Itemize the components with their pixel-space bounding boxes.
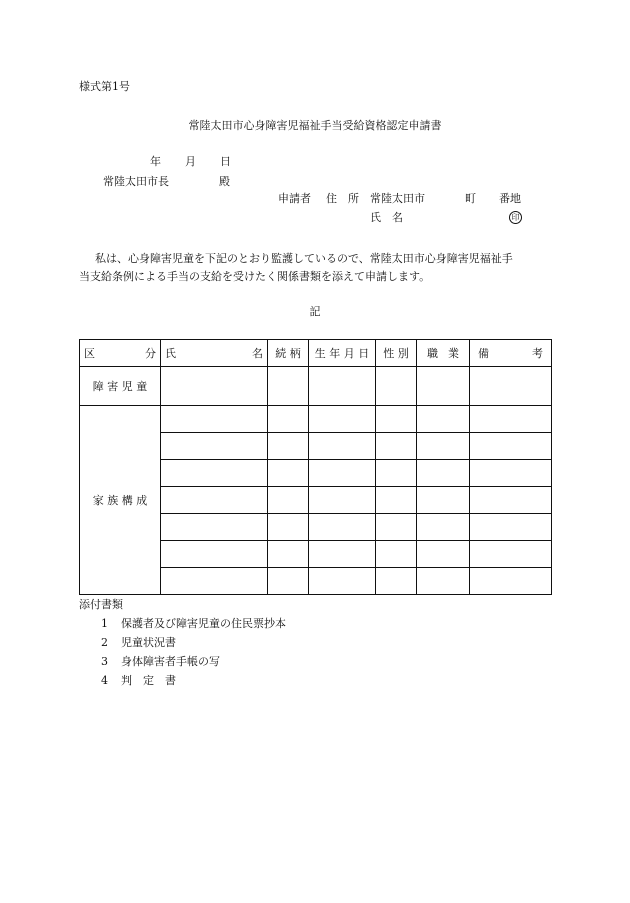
cell-gender[interactable] (376, 541, 417, 568)
cell-occupation[interactable] (417, 568, 470, 595)
date-month: 月 (185, 155, 196, 168)
cell-remarks[interactable] (470, 460, 552, 487)
cell-relation[interactable] (268, 514, 309, 541)
body-text-line-1: 私は、心身障害児童を下記のとおり監護しているので、常陸太田市心身障害児福祉手 (95, 252, 513, 265)
cell-name[interactable] (161, 568, 268, 595)
attachment-item-3: 身体障害者手帳の写 (121, 655, 220, 668)
cell-relation[interactable] (268, 460, 309, 487)
table-row-family (80, 406, 552, 433)
cell-occupation[interactable] (417, 406, 470, 433)
cell-gender[interactable] (376, 367, 417, 406)
seal-mark (509, 210, 522, 224)
cell-remarks[interactable] (470, 568, 552, 595)
cell-birthdate[interactable] (309, 514, 376, 541)
applicant-table (79, 339, 552, 595)
cell-name[interactable] (161, 433, 268, 460)
attachment-num-4: 4 (101, 674, 108, 687)
header-gender: 性 別 (376, 340, 417, 367)
cell-occupation[interactable] (417, 460, 470, 487)
cell-birthdate[interactable] (309, 487, 376, 514)
cell-birthdate[interactable] (309, 406, 376, 433)
cell-birthdate[interactable] (309, 460, 376, 487)
attachment-num-2: 2 (101, 636, 108, 649)
form-number: 様式第1号 (79, 80, 130, 93)
seal-icon: 印 (509, 211, 522, 224)
cell-name[interactable] (161, 406, 268, 433)
attachment-item-4: 判 定 書 (121, 674, 176, 687)
attachment-num-3: 3 (101, 655, 108, 668)
cell-birthdate[interactable] (309, 541, 376, 568)
addressee-name: 常陸太田市長 (103, 175, 169, 188)
cell-remarks[interactable] (470, 541, 552, 568)
ki-heading: 記 (309, 305, 321, 318)
attachment-item-1: 保護者及び障害児童の住民票抄本 (121, 617, 286, 630)
cell-relation[interactable] (268, 541, 309, 568)
cell-relation[interactable] (268, 568, 309, 595)
header-relation: 続 柄 (268, 340, 309, 367)
address-town: 町 (465, 192, 476, 205)
date-day: 日 (220, 155, 231, 168)
header-category: 区 分 (80, 340, 161, 367)
header-remarks: 備 考 (470, 340, 552, 367)
cell-birthdate[interactable] (309, 433, 376, 460)
attachment-num-1: 1 (101, 617, 108, 630)
cell-remarks[interactable] (470, 406, 552, 433)
addressee-honorific: 殿 (219, 175, 230, 188)
cell-relation[interactable] (268, 367, 309, 406)
table-header-row (80, 340, 552, 367)
cell-gender[interactable] (376, 514, 417, 541)
cell-name[interactable] (161, 487, 268, 514)
attachments-title: 添付書類 (79, 598, 123, 611)
attachment-item-2: 児童状況書 (121, 636, 176, 649)
cell-gender[interactable] (376, 487, 417, 514)
cell-remarks[interactable] (470, 367, 552, 406)
cell-remarks[interactable] (470, 487, 552, 514)
cell-birthdate[interactable] (309, 367, 376, 406)
cell-relation[interactable] (268, 487, 309, 514)
cell-relation[interactable] (268, 433, 309, 460)
body-text-line-2: 当支給条例による手当の支給を受けたく関係書類を添えて申請します。 (79, 270, 431, 283)
cell-gender[interactable] (376, 406, 417, 433)
cell-remarks[interactable] (470, 514, 552, 541)
row-child-label: 障 害 児 童 (80, 367, 161, 406)
cell-occupation[interactable] (417, 487, 470, 514)
row-family-label: 家 族 構 成 (80, 406, 161, 595)
address-city: 常陸太田市 (370, 192, 425, 205)
cell-name[interactable] (161, 367, 268, 406)
document-title: 常陸太田市心身障害児福祉手当受給資格認定申請書 (188, 119, 442, 132)
cell-birthdate[interactable] (309, 568, 376, 595)
cell-name[interactable] (161, 514, 268, 541)
cell-gender[interactable] (376, 460, 417, 487)
cell-name[interactable] (161, 541, 268, 568)
applicant-name-label: 氏 名 (370, 211, 403, 224)
cell-name[interactable] (161, 460, 268, 487)
cell-gender[interactable] (376, 433, 417, 460)
cell-gender[interactable] (376, 568, 417, 595)
cell-occupation[interactable] (417, 433, 470, 460)
address-lot: 番地 (499, 192, 521, 205)
header-name: 氏 名 (161, 340, 268, 367)
cell-relation[interactable] (268, 406, 309, 433)
applicant-label: 申請者 (278, 192, 311, 205)
header-birthdate: 生 年 月 日 (309, 340, 376, 367)
address-label: 住 所 (326, 192, 359, 205)
date-year: 年 (150, 155, 161, 168)
cell-occupation[interactable] (417, 367, 470, 406)
header-occupation: 職 業 (417, 340, 470, 367)
cell-occupation[interactable] (417, 541, 470, 568)
cell-remarks[interactable] (470, 433, 552, 460)
table-row-child (80, 367, 552, 406)
cell-occupation[interactable] (417, 514, 470, 541)
